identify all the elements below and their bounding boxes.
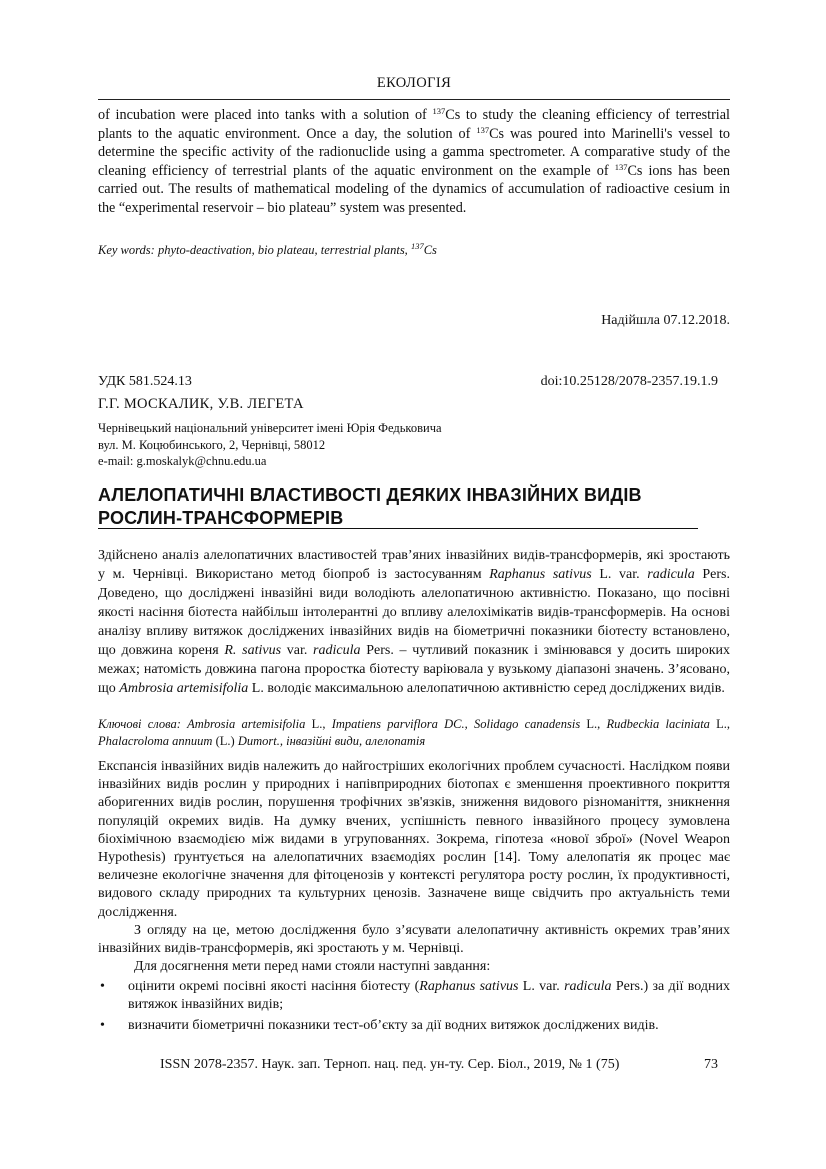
ukrainian-keywords: Ключові слова: Ambrosia artemisifolia L., Impatiens parviflora DC., Solidago canadensis L., Rudbeckia laciniata L., Phalacroloma annuum (L.) Dumort., інвазійні види, алелопатія [98,717,731,748]
udk-doi-row [98,374,718,390]
title-line-1: АЛЕЛОПАТИЧНІ ВЛАСТИВОСТІ ДЕЯКИХ ІНВАЗІЙНИХ ВИДІВ [98,485,642,505]
english-abstract: of incubation were placed into tanks with a solution of $^{137}$Cs to study the cleaning efficiency of terrestrial plants to the aquatic environment. Once a day, the solution of $^{137}$Cs was poured into Marinelli's vessel to determine the specific activity of the radionuclide using a gamma spectrometer. A comparative study of the cleaning efficiency of terrestrial plants of the aquatic environment on the example of $^{137}$Cs ions has been carried out. The results of mathematical modeling of the dynamics of accumulation of radioactive cesium in the “experimental reservoir – bio plateau” system was presented. [98,106,730,216]
affiliation-email[interactable]: e-mail: g.moskalyk@chnu.edu.ua [98,454,267,468]
english-keywords: Key words: phyto-deactivation, bio plateau, terrestrial plants, $^{137}$Cs [98,241,437,257]
journal-footer: ISSN 2078-2357. Наук. зап. Терноп. нац. пед. ун-ту. Сер. Біол., 2019, № 1 (75) [160,1057,620,1072]
body-paragraph: Експансія інвазійних видів належить до найгостріших екологічних проблем сучасності. Наслідком появи інвазійних видів рослин у природних і напівприродних біотопах є зменшення проективного покриття аборигенних видів рослин, порушення трофічних зв'язків, зниження видового різноманіття, зникнення популяцій окремих видів. На думку вчених, успішність певного інвазійного процесу зумовлена біохімічною взаємодією між видами в угрупованнях. Зокрема, гіпотеза «нової зброї» (Novel Weapon Hypothesis) ґрунтується на алелопатичних взаємодіях рослин [14]. Тому алелопатія як процес має величезне екологічне значення для фітоценозів у контексті регулятора росту рослин, їх продуктивності, видового складу природних та культурних ценозів. Зазначене вище свідчить про актуальність теми дослідження. [98,759,730,920]
ukrainian-abstract: Здійснено аналіз алелопатичних властивостей трав’яних інвазійних видів-трансформерів, які зростають у м. Чернівці. Використано метод біопроб із застосуванням Raphanus sativus L. var. radicula Pers. Доведено, що досліджені інвазійні види володіють алелопатичною активністю. Показано, що посівні якості насіння біотеста найбільш інтолерантні до впливу алелохімікатів видів-трансформерів. На основі аналізу впливу витяжок досліджених інвазійних видів на біометричні показники біотесту встановлено, що довжина кореня R. sativus var. radicula Pers. – чутливий показник і змінювався у досить широких межах; натомість довжина пагона проростка біотесту варіювала у вузькому діапазоні значень. З’ясовано, що Ambrosia artemisifolia L. володіє максимальною алелопатичною активністю серед досліджених видів. [98,548,730,696]
list-item: • оцінити окремі посівні якості насіння біотесту (Raphanus sativus L. var. radicula Pers.) за дії водних витяжок інвазійних видів; [100,979,730,1013]
article-title [98,484,698,530]
received-date: Надійшла 07.12.2018. [601,313,730,328]
body-text [98,758,730,976]
bullet-icon: • [100,1018,105,1034]
running-head: ЕКОЛОГІЯ [376,75,452,91]
bullet-icon: • [100,979,105,994]
affiliation-address: вул. М. Коцюбинського, 2, Чернівці, 58012 [98,437,326,452]
body-paragraph: З огляду на це, метою дослідження було з’ясувати алелопатичну активність окремих трав’яних інвазійних видів-трансформерів, які зростають у м. Чернівці. [98,922,730,957]
affiliation-university: Чернівецький національний університет імені Юрія Федьковича [98,421,442,435]
page-number: 73 [704,1057,718,1072]
body-paragraph: Для досягнення мети перед нами стояли наступні завдання: [134,959,491,975]
doi-link[interactable]: doi:10.25128/2078-2357.19.1.9 [540,374,718,389]
header-rule [98,99,730,100]
authors: Г.Г. МОСКАЛИК, У.В. ЛЕГЕТА [98,396,304,412]
udk-code: УДК 581.524.13 [98,374,192,389]
title-line-2: РОСЛИН-ТРАНСФОРМЕРІВ [98,508,698,529]
affiliation [98,420,442,470]
task-list [98,978,730,1036]
list-item: • визначити біометричні показники тест-об’єкту за дії водних витяжок досліджених видів. [98,1017,730,1035]
